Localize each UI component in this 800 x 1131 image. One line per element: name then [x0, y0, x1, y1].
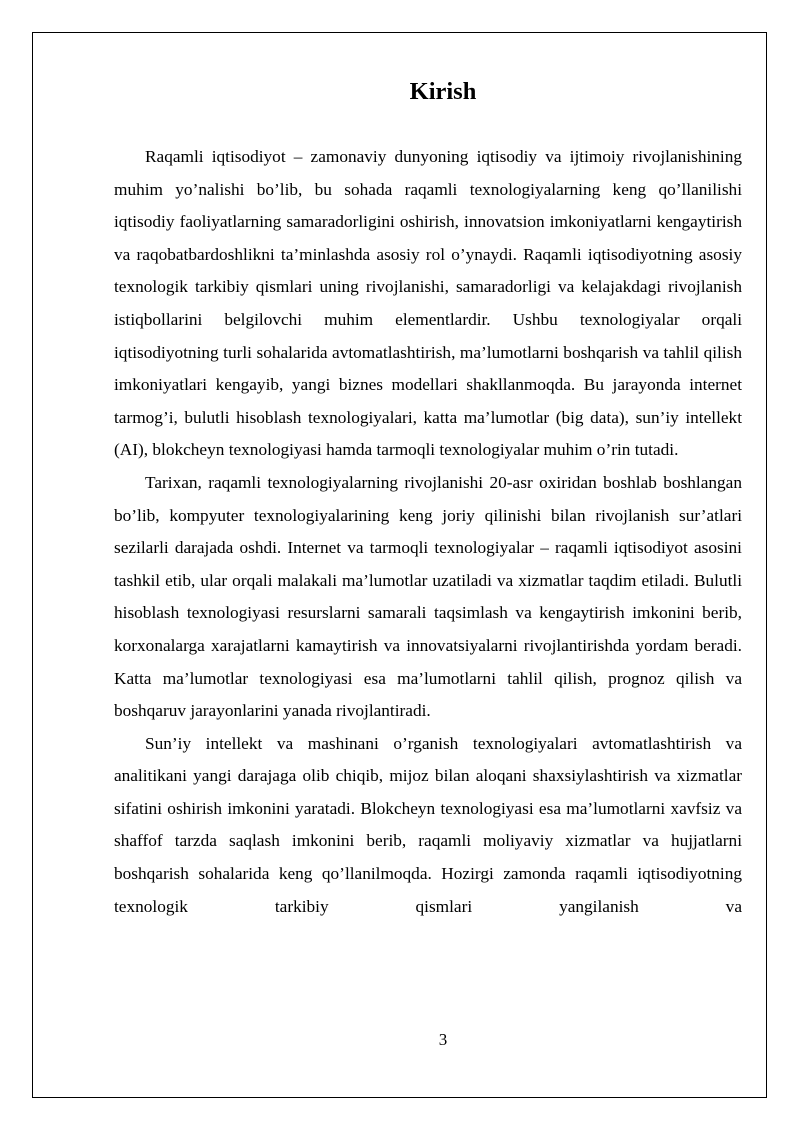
page-number: 3: [438, 1030, 448, 1049]
paragraph-2: Tarixan, raqamli texnologiyalarning rivojlanishi 20-asr oxiridan boshlab boshlangan bo’lib, kompyuter texnologiyalarining keng joriy qilinishi bilan rivojlanish sur’atlari sezilarli darajada oshdi. Internet va tarmoqli texnologiyalar – raqamli iqtisodiyot asosini tashkil etib, ular orqali malakali ma’lumotlar uzatiladi va xizmatlar taqdim etiladi. Bulutli hisoblash texnologiyasi resurslarni samarali taqsimlash va kengaytirish imkonini berib, korxonalarga xarajatlarni kamaytirish va innovatsiyalarni rivojlantirishda yordam beradi. Katta ma’lumotlar texnologiyasi esa ma’lumotlarni tahlil qilish, prognoz qilish va boshqaruv jarayonlarini yanada rivojlantiradi.: [114, 472, 742, 721]
page-title: Kirish: [409, 78, 477, 105]
paragraph-3: Sun’iy intellekt va mashinani o’rganish texnologiyalari avtomatlashtirish va analitikani yangi darajaga olib chiqib, mijoz bilan aloqani shaxsiylashtirish va xizmatlar sifatini oshirish imkonini yaratadi. Blokcheyn texnologiyasi esa ma’lumotlarni xavfsiz va shaffof tarzda saqlash imkonini berib, raqamli moliyaviy xizmatlar va hujjatlarni boshqarish sohalarida keng qo’llanilmoqda. Hozirgi zamonda raqamli iqtisodiyotning texnologik tarkibiy qismlari yangilanish va: [114, 733, 742, 916]
paragraph-1: Raqamli iqtisodiyot – zamonaviy dunyoning iqtisodiy va ijtimoiy rivojlanishining muhim yo’nalishi bo’lib, bu sohada raqamli texnologiyalarning keng qo’llanilishi iqtisodiy faoliyatlarning samaradorligini oshirish, innovatsion imkoniyatlarni kengaytirish va raqobatbardoshlikni ta’minlashda asosiy rol o’ynaydi. Raqamli iqtisodiyotning asosiy texnologik tarkibiy qismlari uning rivojlanishi, samaradorligi va kelajakdagi rivojlanish istiqbollarini belgilovchi muhim elementlardir. Ushbu texnologiyalar orqali iqtisodiyotning turli sohalarida avtomatlashtirish, ma’lumotlarni boshqarish va tahlil qilish imkoniyatlari kengayib, yangi biznes modellari shakllanmoqda. Bu jarayonda internet tarmog’i, bulutli hisoblash texnologiyalari, katta ma’lumotlar (big data), sun’iy intellekt (AI), blokcheyn texnologiyasi hamda tarmoqli texnologiyalar muhim o’rin tutadi.: [114, 147, 742, 460]
document-body: [114, 141, 742, 923]
